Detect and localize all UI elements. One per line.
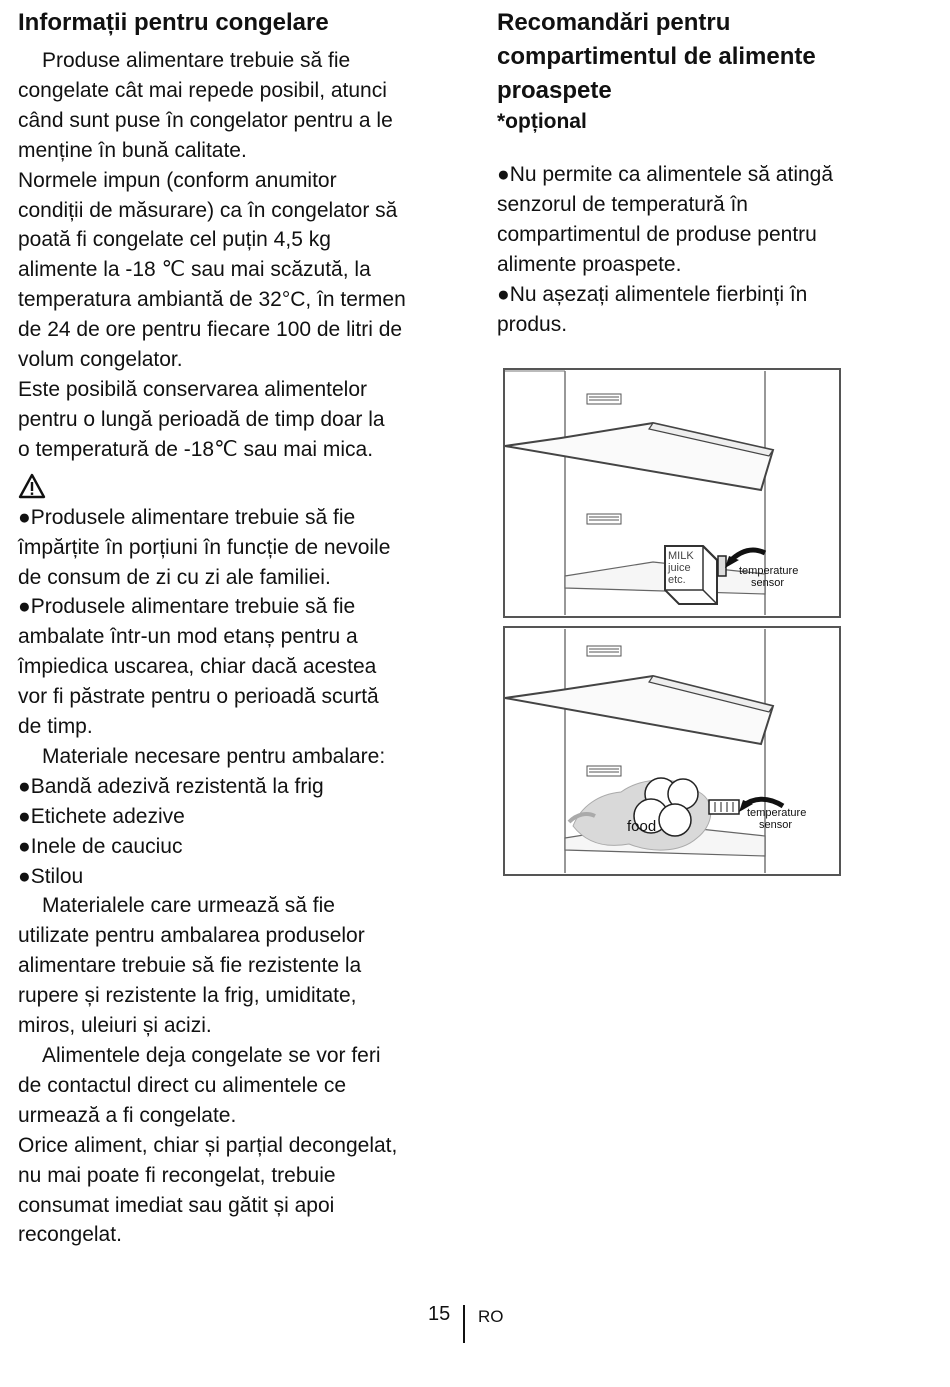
text-line: Materiale necesare pentru ambalare:: [42, 744, 386, 768]
text-line: Alimentele deja congelate se vor feri: [42, 1044, 381, 1067]
text-line: Normele impun (conform anumitor: [18, 168, 337, 192]
text-line: de consum de zi cu zi ale familiei.: [18, 565, 331, 589]
text-line: o temperatură de -18℃ sau mai mica.: [18, 437, 374, 461]
text-line: menține în bună calitate.: [18, 138, 247, 162]
sensor-label: sensor: [751, 577, 785, 589]
bullet-item: ● Bandă adezivă rezistentă la frig: [18, 772, 458, 802]
food-label: food: [627, 818, 657, 835]
text-line: senzorul de temperatură în: [497, 192, 748, 216]
text-line: utilizate pentru ambalarea produselor: [18, 924, 365, 948]
text-line: Materialele care urmează să fie: [42, 894, 335, 918]
text-line: alimente la -18 ℃ sau mai scăzută, la: [18, 258, 371, 282]
carton-label: juice: [668, 562, 691, 574]
text-line: congelate cât mai repede posibil, atunci: [18, 78, 387, 102]
text-line: împiedica uscarea, chiar dacă acestea: [18, 655, 377, 679]
text-line: produs.: [497, 312, 568, 336]
optional-note: *opțional: [497, 110, 587, 133]
text-line: nu mai poate fi recongelat, trebuie: [18, 1163, 336, 1187]
text-line: recongelat.: [18, 1223, 122, 1247]
text-line: Produse alimentare trebuie să fie: [42, 49, 351, 72]
text-line: de timp.: [18, 715, 93, 739]
text-line: vor fi păstrate pentru o perioadă scurtă: [18, 685, 379, 709]
text-line: pentru o lungă perioadă de timp doar la: [18, 407, 385, 431]
text-line: condiții de măsurare) ca în congelator să: [18, 198, 398, 222]
carton-label: MILK: [668, 550, 694, 562]
text-line: alimentare trebuie să fie rezistente la: [18, 954, 362, 978]
text-line: de contactul direct cu alimentele ce: [18, 1073, 347, 1097]
text-line: urmează a fi congelate.: [18, 1103, 237, 1127]
bullet-item: ● Inele de cauciuc: [18, 832, 458, 862]
text-line: ambalate într-un mod etanș pentru a: [18, 625, 358, 649]
bullet-item: ● Nu așezați alimentele fierbinți în: [497, 280, 917, 310]
language-code: RO: [478, 1307, 504, 1326]
text-line: de 24 de ore pentru fiecare 100 de litri de: [18, 318, 403, 342]
bullet-item: ● Stilou: [18, 862, 458, 892]
text-line: temperatura ambiantă de 32°C, în termen: [18, 288, 406, 312]
title-line: proaspete: [497, 77, 612, 104]
sensor-label: temperature: [739, 565, 799, 577]
section-title-freezing: Informații pentru congelare: [18, 9, 329, 36]
text-line: compartimentul de produse pentru: [497, 222, 817, 246]
page-footer: [0, 1303, 950, 1343]
fridge-panel-bottom: [504, 627, 840, 875]
page-number: 15: [428, 1303, 451, 1325]
text-line: rupere și rezistente la frig, umiditate,: [18, 984, 357, 1008]
text-line: poată fi congelate cel puțin 4,5 kg: [18, 228, 331, 252]
title-line: Recomandări pentru: [497, 9, 731, 36]
title-line: compartimentul de alimente: [497, 43, 816, 70]
right-column: [497, 6, 917, 339]
text-line: împărțite în porțiuni în funcție de nevoile: [18, 535, 391, 559]
bullet-item: ● Nu permite ca alimentele să atingă: [497, 160, 917, 190]
left-column: [18, 6, 458, 1250]
text-line: volum congelator.: [18, 348, 183, 372]
bullet-item: ● Produsele alimentare trebuie să fie: [18, 503, 458, 533]
bullet-item: ● Produsele alimentare trebuie să fie: [18, 592, 458, 622]
footer-separator: [463, 1305, 465, 1343]
text-line: Orice aliment, chiar și parțial decongelat,: [18, 1133, 398, 1157]
carton-label: etc.: [668, 574, 686, 586]
sensor-label: sensor: [759, 819, 793, 831]
text-line: alimente proaspete.: [497, 252, 682, 276]
text-line: miros, uleiuri și acizi.: [18, 1014, 212, 1038]
fridge-illustration: [503, 368, 841, 883]
text-line: consumat imediat sau gătit și apoi: [18, 1193, 335, 1217]
section-title-fresh: [497, 6, 917, 108]
fridge-panel-top: [504, 369, 840, 617]
warning-icon: [18, 473, 458, 503]
text-line: când sunt puse în congelator pentru a le: [18, 108, 393, 132]
text-line: Este posibilă conservarea alimentelor: [18, 377, 368, 401]
bullet-item: ● Etichete adezive: [18, 802, 458, 832]
sensor-label: temperature: [747, 807, 807, 819]
